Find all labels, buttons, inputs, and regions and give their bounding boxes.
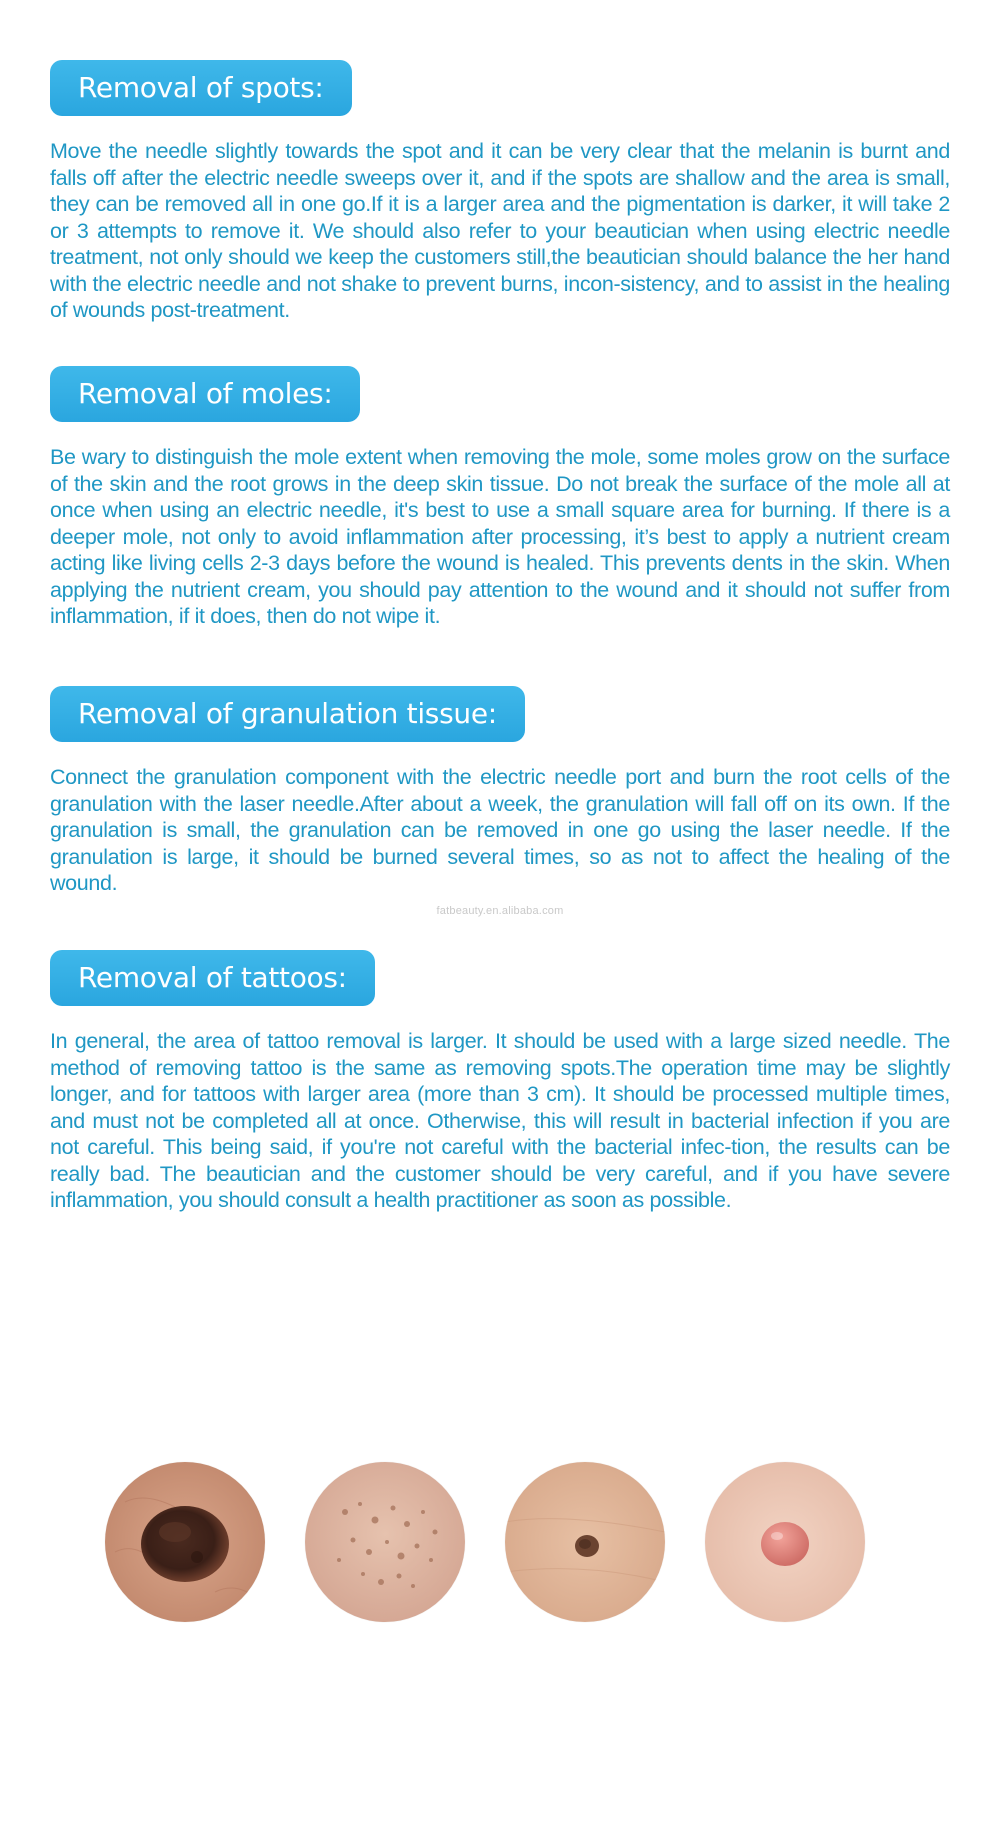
- section-body-tattoos: In general, the area of tattoo removal is larger. It should be used with a large sized needle. The method of removing tattoo is the same as removing spots.The operation time may be slightly longer, and for tattoos with larger area (more than 3 cm). It should be processed multiple times, and must not be completed all at once. Otherwise, this will result in bacterial infection if you are not careful. This being said, if you're not careful with the bacterial infec-tion, the results can be really bad. The beautician and the customer should be very careful, and if you have severe inflammation, you should consult a health practitioner as soon as possible.: [50, 1029, 950, 1212]
- section-moles: [50, 366, 950, 630]
- section-spots: [50, 60, 950, 324]
- section-tattoos: [50, 950, 950, 1214]
- section-title-moles: Removal of moles:: [50, 366, 360, 422]
- watermark: fatbeauty.en.alibaba.com: [436, 905, 564, 917]
- raised-pink-skin-tag-photo-icon: [705, 1462, 865, 1622]
- section-body-moles: Be wary to distinguish the mole extent when removing the mole, some moles grow on the surface of the skin and the root grows in the deep skin tissue. Do not break the surface of the mole all at once when using an electric needle, it's best to use a small square area for burning. If there is a deeper mole, not only to avoid inflammation after processing, it’s best to apply a nutrient cream acting like living cells 2-3 days before the wound is healed. This prevents dents in the skin. When applying the nutrient cream, you should pay attention to the wound and it should not suffer from inflammation, if it does, then do not wipe it.: [50, 445, 950, 628]
- large-dark-mole-photo-icon: [105, 1462, 265, 1622]
- skin-condition-images: [105, 1462, 885, 1627]
- section-granulation: [50, 686, 950, 897]
- small-brown-mole-photo-icon: [505, 1462, 665, 1622]
- section-title-tattoos: Removal of tattoos:: [50, 950, 375, 1006]
- freckled-skin-spots-photo-icon: [305, 1462, 465, 1622]
- section-body-granulation: Connect the granulation component with the electric needle port and burn the root cells of the granulation with the laser needle.After about a week, the granulation will fall off on its own. If the granulation is small, the granulation can be removed in one go using the laser needle. If the granulation is large, it should be burned several times, so as not to affect the healing of the wound.: [50, 765, 950, 895]
- section-title-granulation: Removal of granulation tissue:: [50, 686, 525, 742]
- section-title-spots: Removal of spots:: [50, 60, 352, 116]
- section-body-spots: Move the needle slightly towards the spot and it can be very clear that the melanin is burnt and falls off after the electric needle sweeps over it, and if the spots are shallow and the area is small, they can be removed all in one go.If it is a larger area and the pigmentation is darker, it will take 2 or 3 attempts to remove it. We should also refer to your beautician when using electric needle treatment, not only should we keep the customers still,the beautician should balance the her hand with the electric needle and not shake to prevent burns, incon-sistency, and to assist in the healing of wounds post-treatment.: [50, 139, 950, 322]
